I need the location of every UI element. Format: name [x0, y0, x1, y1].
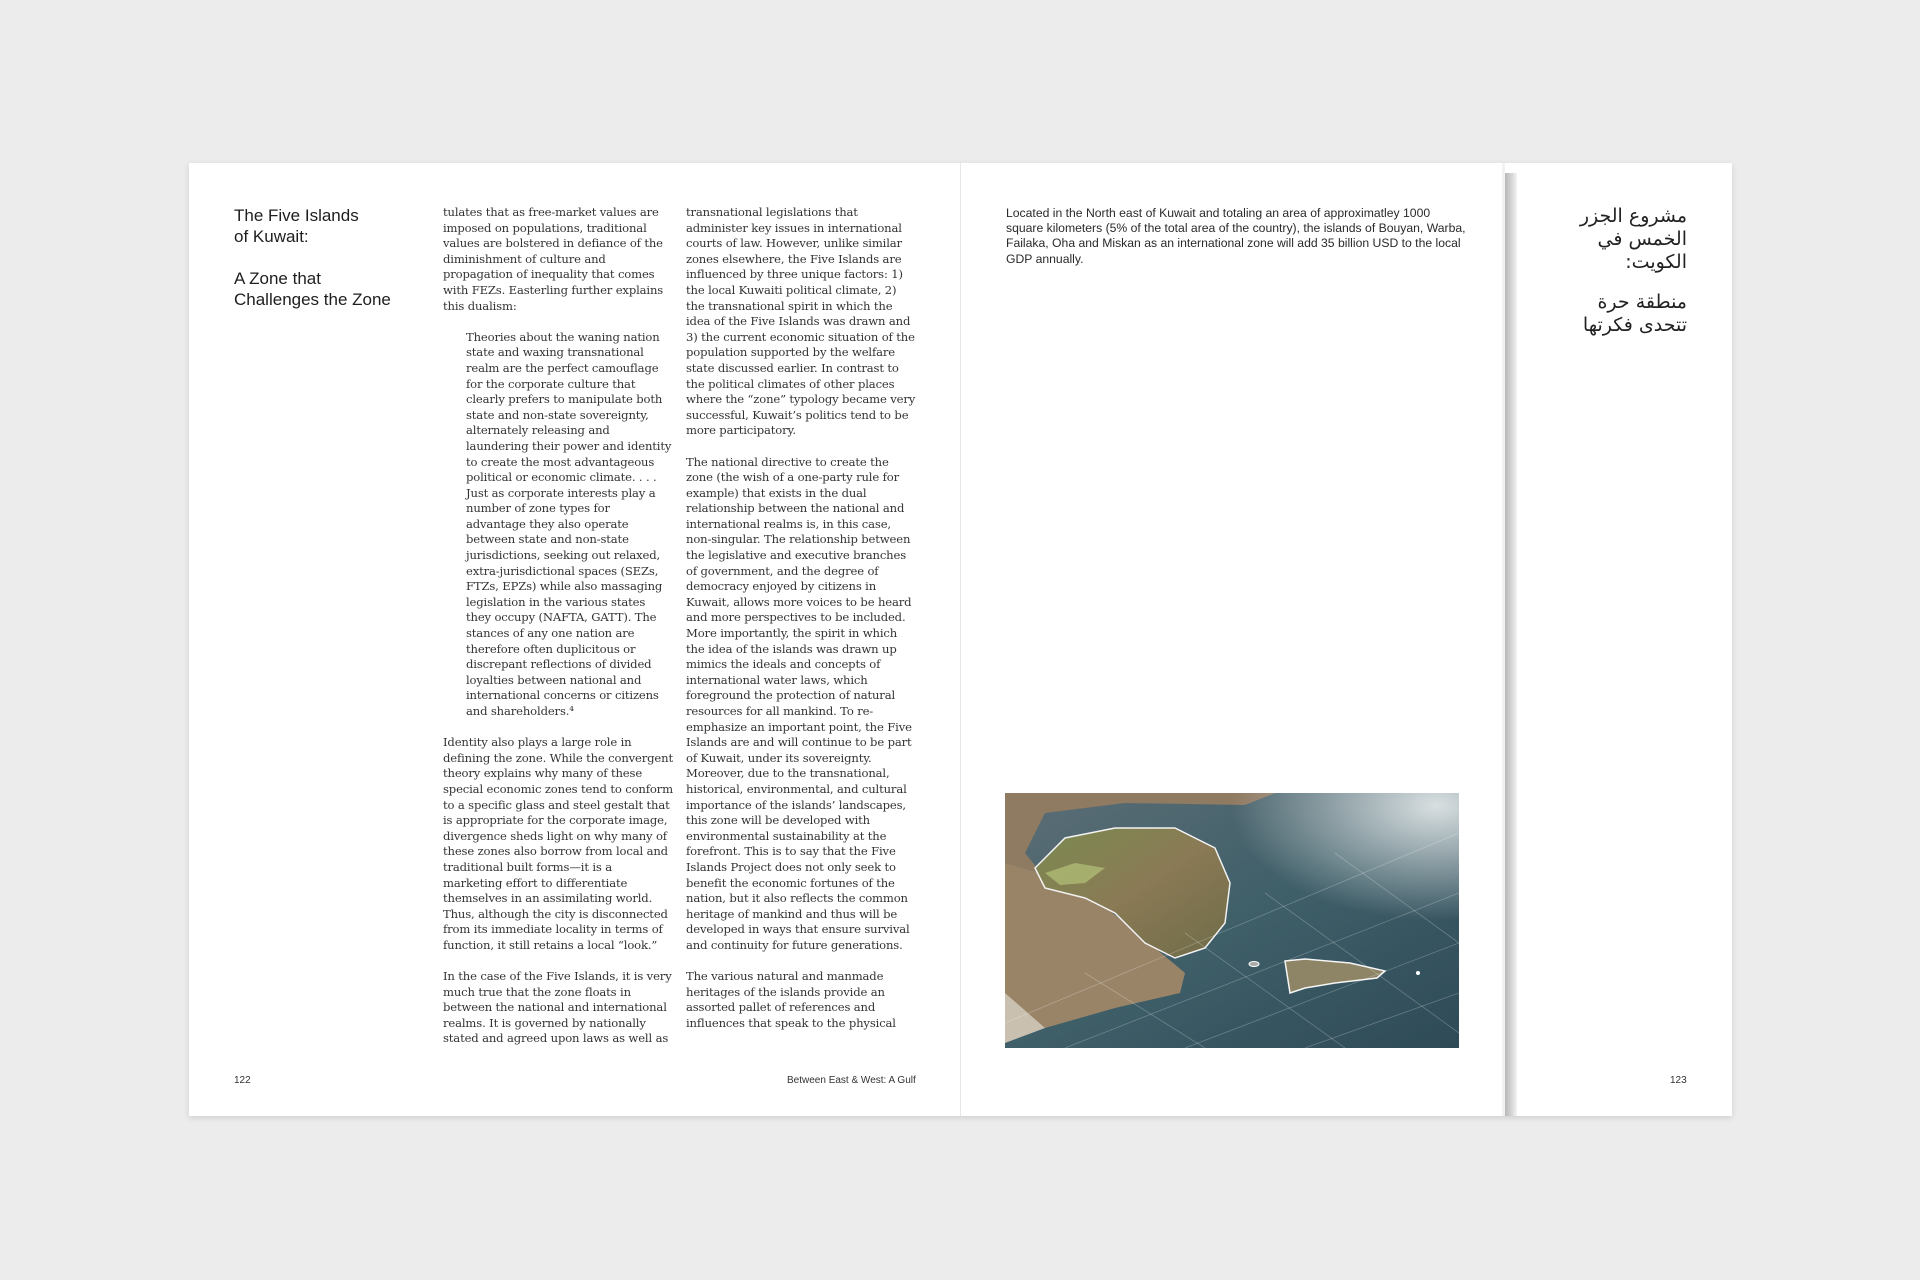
- title-line: of Kuwait:: [234, 227, 309, 246]
- paragraph: The national directive to create the zone (the wish of a one-party rule for example) that exists in the dual relationship between the national and international realms is, in this case, non-singular. The relationship between the legislative and executive branches of government, and the degree of democracy enjoyed by citizens in Kuwait, allows more voices to be heard and more perspectives to be included. More importantly, the spirit in which the idea of the islands was drawn up mimics the ideals and concepts of international water laws, which foreground the protection of natural resources for all mankind. To re-emphasize an important point, the Five Islands are and will continue to be part of Kuwait, under its sovereignty. Moreover, due to the transnational, historical, environmental, and cultural importance of the islands’ landscapes, this zone will be developed with environmental sustainability at the forefront. This is to say that the Five Islands Project does not only seek to benefit the economic fortunes of the nation, but it also reflects the common heritage of mankind and thus will be developed in ways that ensure survival and continuity for future generations.: [686, 454, 912, 952]
- book-spread: [189, 163, 1732, 1116]
- image-caption: Located in the North east of Kuwait and totaling an area of approximatley 1000 square kilometers (5% of the total area of the country), the islands of Bouyan, Warba, Failaka, Oha and Miskan as an international zone will add 35 billion USD to the local GDP annually.: [1006, 206, 1466, 266]
- block-quote: Theories about the waning nation state and waxing transnational realm are the perfect camouflage for the corporate culture that clearly prefers to manipulate both state and non-state sovereignty, alternately releasing and laundering their power and identity to create the most advantageous political or economic climate. . . . Just as corporate interests play a number of zone types for advantage they also operate between state and non-state jurisdictions, seeking out relaxed, extra-jurisdictional spaces (SEZs, FTZs, EPZs) while also massaging legislation in the various states they occupy (NAFTA, GATT). The stances of any one nation are therefore often duplicitous or discrepant reflections of divided loyalties between national and international concerns or citizens and shareholders.⁴: [466, 329, 672, 718]
- title-line: The Five Islands: [234, 206, 359, 225]
- paragraph: tulates that as free-market values are imposed on populations, traditional values are bolstered in defiance of the diminishment of culture and propagation of inequality that comes with FEZs. Easterling further explains this dualism:: [443, 205, 664, 313]
- flap-shadow: [1505, 173, 1517, 1116]
- paragraph: transnational legislations that administer key issues in international courts of law. However, unlike similar zones elsewhere, the Five Islands are influenced by three unique factors: 1) the local Kuwaiti political climate, 2) the transnational spirit in which the idea of the Five Islands was drawn and 3) the current economic situation of the population supported by the welfare state discussed earlier. In contrast to the political climates of other places where the “zone” typology became very successful, Kuwait’s politics tend to be more participatory.: [686, 205, 916, 438]
- subtitle-line: A Zone that: [234, 269, 321, 288]
- arabic-title-line: مشروع الجزر: [1579, 205, 1687, 227]
- paragraph: The various natural and manmade heritages of the islands provide an assorted pallet of references and influences that speak to the physical: [686, 969, 896, 1030]
- aerial-map-image: [1005, 793, 1459, 1048]
- center-fold: [960, 163, 961, 1116]
- paragraph: In the case of the Five Islands, it is very much true that the zone floats in between the national and international realms. It is governed by nationally stated and agreed upon laws as well as: [443, 969, 672, 1046]
- arabic-title-line: الكويت:: [1625, 251, 1687, 273]
- running-head: Between East & West: A Gulf: [787, 1075, 916, 1086]
- body-column-2: [686, 205, 916, 1047]
- body-column-1: [443, 205, 673, 1063]
- page-number-right: 123: [1670, 1075, 1687, 1086]
- page-number-left: 122: [234, 1075, 251, 1086]
- map-illustration-icon: [1005, 793, 1459, 1048]
- subtitle-line: Challenges the Zone: [234, 290, 391, 309]
- paragraph: Identity also plays a large role in defining the zone. While the convergent theory explains why many of these special economic zones tend to conform to a specific glass and steel gestalt that is appropriate for the corporate image, divergence sheds light on why many of these zones also borrow from local and traditional built forms—it is a marketing effort to differentiate themselves in an assimilating world. Thus, although the city is disconnected from its immediate locality in terms of function, it still retains a local “look.”: [443, 735, 673, 952]
- arabic-subtitle-line: منطقة حرة: [1597, 291, 1687, 313]
- arabic-title: [1559, 205, 1687, 354]
- arabic-subtitle-line: تتحدى فكرتها: [1582, 314, 1687, 336]
- chapter-title: [234, 205, 424, 331]
- arabic-title-line: الخمس في: [1597, 228, 1687, 250]
